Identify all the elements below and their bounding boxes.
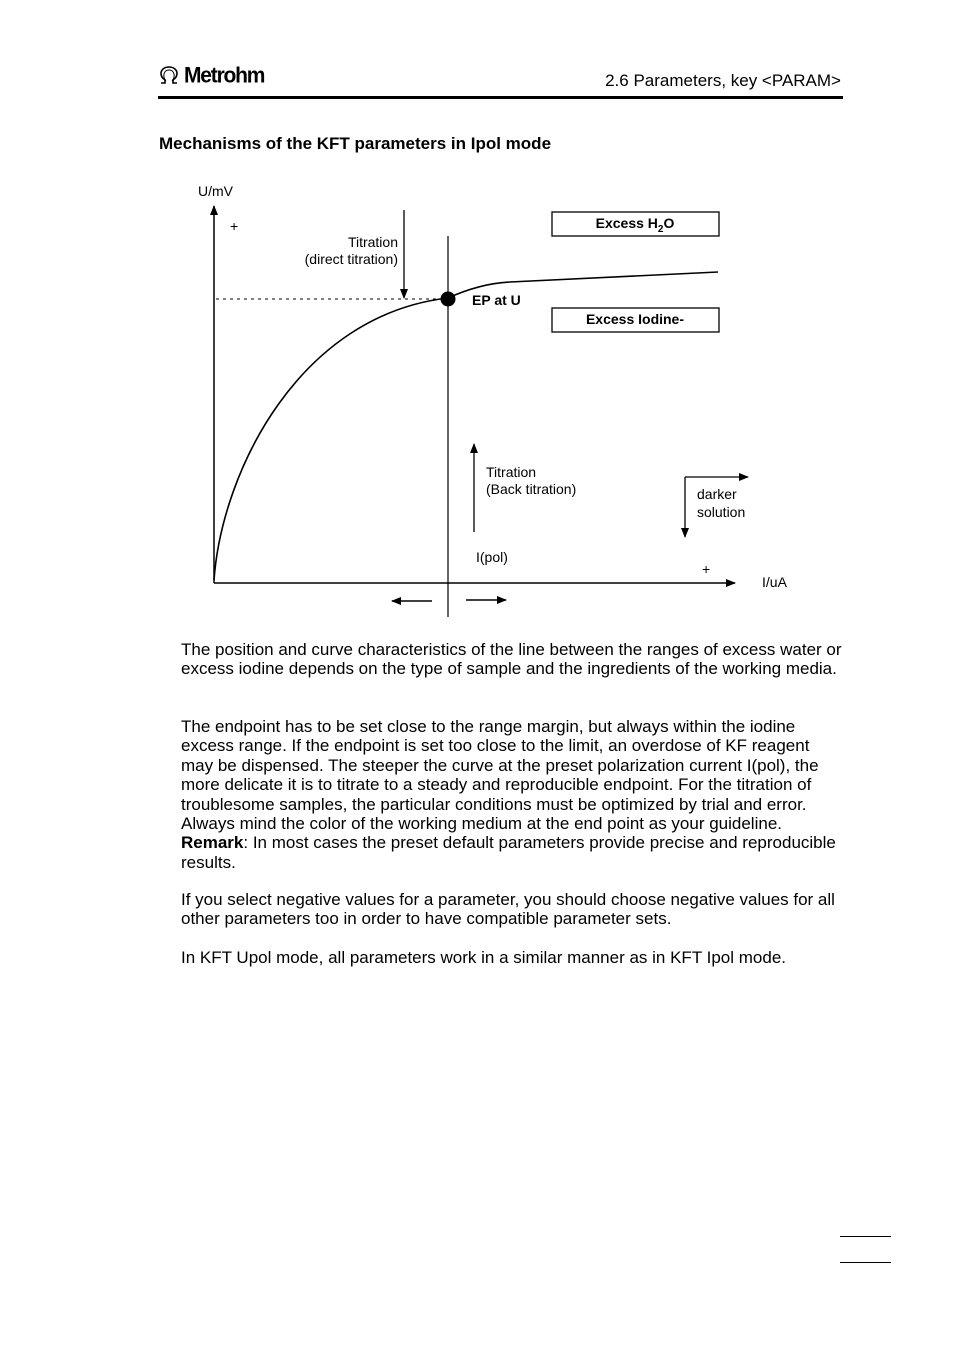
ep-label: EP at U — [472, 292, 521, 308]
excess-h2o-main: Excess H — [595, 215, 658, 231]
direct-titration-label-1: Titration — [347, 234, 398, 250]
y-axis-plus: + — [230, 218, 239, 234]
paragraph-negative-values: If you select negative values for a parameter, you should choose negative values for all other parameters too in order to have compatible parameter sets. — [181, 890, 835, 929]
logo-text: Metrohm — [184, 63, 265, 88]
ipol-label: I(pol) — [476, 549, 508, 565]
direct-titration-label-2: (direct titration) — [304, 251, 398, 267]
section-reference: 2.6 Parameters, key <PARAM> — [605, 71, 841, 90]
paragraph-upol-mode: In KFT Upol mode, all parameters work in a similar manner as in KFT Ipol mode. — [181, 948, 786, 967]
kft-ipol-diagram — [0, 0, 954, 640]
excess-h2o-subscript: 2 — [657, 224, 664, 235]
section-heading: Mechanisms of the KFT parameters in Ipol mode — [159, 134, 552, 153]
ep-point — [441, 292, 456, 307]
darker-solution-label-1: darker — [697, 486, 737, 502]
back-titration-label-2: (Back titration) — [486, 481, 577, 497]
x-axis-label: I/uA — [762, 574, 787, 590]
excess-h2o-end: O — [663, 215, 675, 231]
remark-label: Remark — [181, 833, 244, 853]
paragraph-endpoint-guidance — [181, 717, 846, 872]
footer-rule-bottom — [840, 1262, 891, 1263]
paragraph-curve-characteristics: The position and curve characteristics of the line between the ranges of excess water or excess iodine depends on the type of sample and the ingredients of the working media. — [181, 640, 842, 679]
excess-iodine-label: Excess Iodine- — [585, 311, 685, 327]
footer-rule-top — [840, 1236, 891, 1237]
y-axis-label: U/mV — [198, 183, 233, 199]
x-axis-plus: + — [702, 561, 711, 577]
remark-text: : In most cases the preset default parameters provide precise and reproducible results. — [181, 833, 836, 872]
darker-solution-label-2: solution — [697, 504, 746, 520]
paragraph-endpoint-text: The endpoint has to be set close to the range margin, but always within the iodine excess range. If the endpoint is set too close to the limit, an overdose of KF reagent may be dispensed. The steeper the curve at the preset polarization current I(pol), the more delicate it is to titrate to a steady and reproducible endpoint. For the titration of troublesome samples, the particular conditions must be optimized by trial and error. Always mind the color of the working medium at the end point as your guideline. — [181, 717, 819, 834]
back-titration-label-1: Titration — [486, 464, 537, 480]
